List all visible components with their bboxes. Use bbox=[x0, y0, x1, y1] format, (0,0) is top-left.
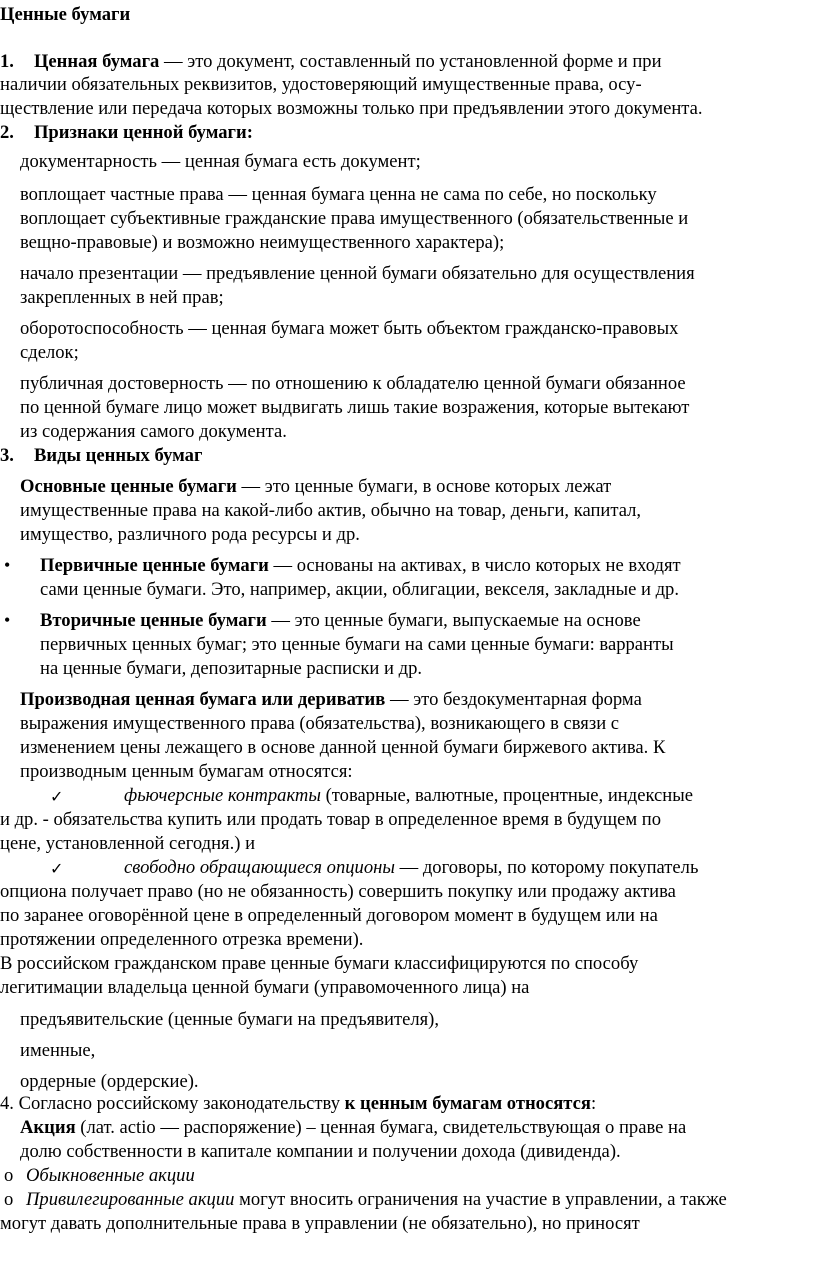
preferred-shares-term: Привилегированные акции bbox=[26, 1189, 235, 1210]
section-3-heading: Виды ценных бумаг bbox=[33, 445, 203, 466]
feature-negotiability-line-2: сделок; bbox=[20, 342, 79, 363]
classification-order: ордерные (ордерские). bbox=[20, 1071, 199, 1092]
feature-public-reliability-line-3: из содержания самого документа. bbox=[20, 421, 287, 442]
secondary-securities-line-1: Вторичные ценные бумаги — это ценные бумаги, выпускаемые на основе bbox=[40, 610, 641, 631]
share-line-1: Акция (лат. actio — распоряжение) – ценная бумага, свидетельствующая о праве на bbox=[20, 1117, 687, 1138]
page-title: Ценные бумаги bbox=[0, 4, 131, 25]
checkmark-icon: ✓ bbox=[50, 787, 64, 806]
section-3-number: 3. bbox=[0, 445, 14, 466]
classification-bearer: предъявительские (ценные бумаги на предъявителя), bbox=[20, 1009, 440, 1030]
section-4-heading: к ценным бумагам относятся bbox=[344, 1093, 591, 1114]
section-1-line-2: наличии обязательных реквизитов, удостоверяющий имущественные права, осу- bbox=[0, 74, 642, 95]
preferred-shares-line-1: Привилегированные акции могут вносить ограничения на участие в управлении, а также bbox=[26, 1189, 727, 1210]
derivative-line-4: производным ценным бумагам относятся: bbox=[20, 761, 353, 782]
section-2-number: 2. bbox=[0, 122, 14, 143]
feature-presentation-line-2: закрепленных в ней прав; bbox=[20, 287, 224, 308]
share-term: Акция bbox=[20, 1117, 76, 1138]
feature-public-reliability-line-1: публичная достоверность — по отношению к обладателю ценной бумаги обязанное bbox=[20, 373, 686, 394]
feature-presentation-line-1: начало презентации — предъявление ценной бумаги обязательно для осуществления bbox=[20, 263, 695, 284]
primary-securities-line-1: Первичные ценные бумаги — основаны на активах, в число которых не входят bbox=[40, 555, 681, 576]
futures-line-2: и др. - обязательства купить или продать товар в определенное время в будущем по bbox=[0, 809, 662, 830]
russian-law-line-2: легитимации владельца ценной бумаги (управомоченного лица) на bbox=[0, 977, 530, 998]
section-4-line-1: 4. Согласно российскому законодательству к ценным бумагам относятся: bbox=[0, 1093, 597, 1114]
bullet-icon: • bbox=[4, 610, 11, 630]
section-1-number: 1. bbox=[0, 51, 14, 72]
ordinary-shares: Обыкновенные акции bbox=[26, 1165, 195, 1186]
basic-securities-line-2: имущественные права на какой-либо актив, обычно на товар, деньги, капитал, bbox=[20, 500, 642, 521]
options-line-3: по заранее оговорённой цене в определенный договором момент в будущем или на bbox=[0, 905, 658, 926]
section-2-heading: Признаки ценной бумаги: bbox=[33, 122, 253, 143]
secondary-securities-term: Вторичные ценные бумаги bbox=[40, 610, 267, 631]
basic-securities-term: Основные ценные бумаги bbox=[20, 476, 237, 497]
section-3-heading-line bbox=[0, 444, 202, 468]
options-line-4: протяжении определенного отрезка времени). bbox=[0, 929, 364, 950]
section-1-term: Ценная бумага bbox=[33, 51, 160, 72]
options-term: свободно обращающиеся опционы bbox=[124, 857, 395, 878]
basic-securities-line-1: Основные ценные бумаги — это ценные бумаги, в основе которых лежат bbox=[20, 476, 612, 497]
futures-line-1: фьючерсные контракты (товарные, валютные, процентные, индексные bbox=[124, 785, 693, 806]
section-2-heading-line bbox=[0, 121, 253, 145]
options-line-2: опциона получает право (но не обязанность) совершить покупку или продажу актива bbox=[0, 881, 676, 902]
preferred-shares-line-2: могут давать дополнительные права в управлении (не обязательно), но приносят bbox=[0, 1213, 640, 1234]
basic-securities-line-3: имущество, различного рода ресурсы и др. bbox=[20, 524, 360, 545]
primary-securities-line-2: сами ценные бумаги. Это, например, акции, облигации, векселя, закладные и др. bbox=[40, 579, 679, 600]
feature-documentary: документарность — ценная бумага есть документ; bbox=[20, 151, 421, 172]
circle-bullet-icon: o bbox=[4, 1165, 14, 1186]
feature-private-rights-line-2: воплощает субъективные гражданские права имущественного (обязательственные и bbox=[20, 208, 689, 229]
derivative-term: Производная ценная бумага или дериватив bbox=[20, 689, 386, 710]
section-1-line-3: ществление или передача которых возможны только при предъявлении этого документа. bbox=[0, 98, 703, 119]
feature-private-rights-line-3: вещно-правовые) и возможно неимущественного характера); bbox=[20, 232, 505, 253]
options-line-1: свободно обращающиеся опционы — договоры, по которому покупатель bbox=[124, 857, 699, 878]
checkmark-icon: ✓ bbox=[50, 859, 64, 878]
secondary-securities-line-2: первичных ценных бумаг; это ценные бумаги на сами ценные бумаги: варранты bbox=[40, 634, 674, 655]
feature-private-rights-line-1: воплощает частные права — ценная бумага ценна не сама по себе, но поскольку bbox=[20, 184, 657, 205]
circle-bullet-icon: o bbox=[4, 1189, 14, 1210]
primary-securities-term: Первичные ценные бумаги bbox=[40, 555, 269, 576]
secondary-securities-line-3: на ценные бумаги, депозитарные расписки и др. bbox=[40, 658, 423, 679]
derivative-line-3: изменением цены лежащего в основе данной ценной бумаги биржевого актива. К bbox=[20, 737, 666, 758]
bullet-icon: • bbox=[4, 555, 11, 575]
section-1-line-1 bbox=[0, 50, 662, 74]
futures-term: фьючерсные контракты bbox=[124, 785, 321, 806]
derivative-line-1: Производная ценная бумага или дериватив — это бездокументарная форма bbox=[20, 689, 642, 710]
feature-negotiability-line-1: оборотоспособность — ценная бумага может быть объектом гражданско-правовых bbox=[20, 318, 679, 339]
derivative-line-2: выражения имущественного права (обязательства), возникающего в связи с bbox=[20, 713, 620, 734]
share-line-2: долю собственности в капитале компании и получении дохода (дивиденда). bbox=[20, 1141, 621, 1162]
feature-public-reliability-line-2: по ценной бумаге лицо может выдвигать лишь такие возражения, которые вытекают bbox=[20, 397, 690, 418]
futures-line-3: цене, установленной сегодня.) и bbox=[0, 833, 256, 854]
classification-registered: именные, bbox=[20, 1040, 96, 1061]
russian-law-line-1: В российском гражданском праве ценные бумаги классифицируются по способу bbox=[0, 953, 639, 974]
section-1-text-1: — это документ, составленный по установленной форме и при bbox=[159, 51, 662, 72]
